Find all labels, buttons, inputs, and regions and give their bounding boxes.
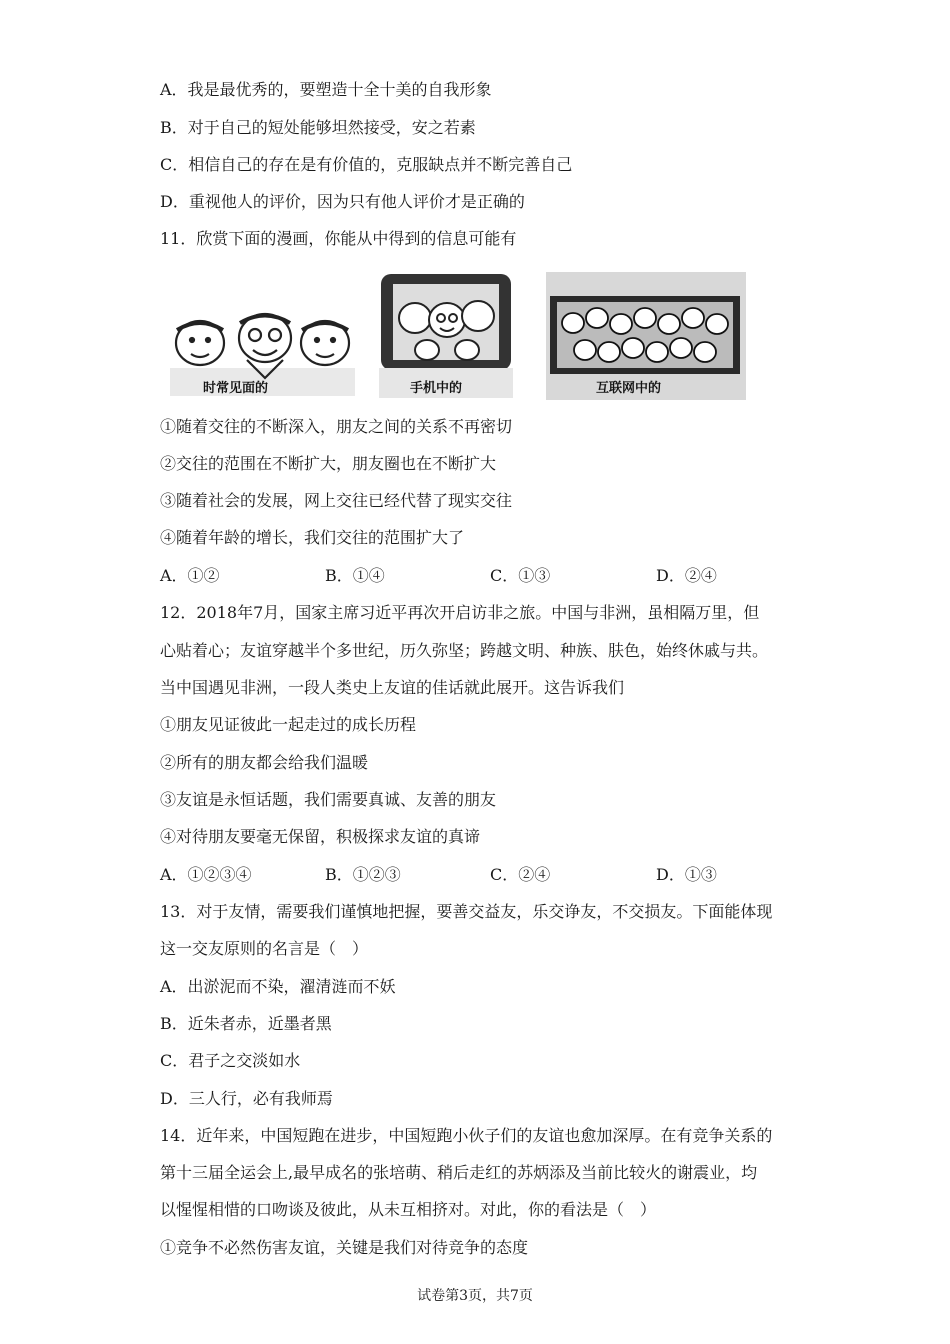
q14-stem-line-1: 14．近年来，中国短跑在进步，中国短跑小伙子们的友谊也愈加深厚。在有竞争关系的: [160, 1126, 773, 1145]
caption-1: 时常见面的: [203, 381, 269, 396]
q12-stem-line-1: 12．2018年7月，国家主席习近平再次开启访非之旅。中国与非洲，虽相隔万里，但: [160, 603, 760, 622]
q13-option-d[interactable]: D．三人行，必有我师焉: [160, 1089, 333, 1108]
panel-face-to-face: [170, 314, 355, 396]
q11-statement-1: ①随着交往的不断深入，朋友之间的关系不再密切: [160, 417, 513, 436]
q13-option-a[interactable]: A．出淤泥而不染，濯清涟而不妖: [160, 977, 396, 996]
q12-statement-2: ②所有的朋友都会给我们温暖: [160, 753, 369, 772]
q11-choice-b[interactable]: B．①④: [325, 566, 385, 585]
q12-choice-d[interactable]: D．①③: [656, 865, 717, 884]
cartoon-illustration: [165, 268, 750, 400]
q12-stem-line-3: 当中国遇见非洲，一段人类史上友谊的佳话就此展开。这告诉我们: [160, 678, 625, 697]
q11-statement-3: ③随着社会的发展，网上交往已经代替了现实交往: [160, 491, 513, 510]
q12-stem-line-2: 心贴着心；友谊穿越半个多世纪，历久弥坚；跨越文明、种族、肤色，始终休戚与共。: [160, 641, 769, 660]
q14-stem-line-2: 第十三届全运会上,最早成名的张培萌、稍后走红的苏炳添及当前比较火的谢震业，均: [160, 1163, 758, 1182]
q11-choice-d[interactable]: D．②④: [656, 566, 717, 585]
panel-internet: [546, 272, 746, 400]
q10-option-d: D．重视他人的评价，因为只有他人评价才是正确的: [160, 192, 525, 211]
q12-choice-a[interactable]: A．①②③④: [160, 865, 252, 884]
q12-choice-c[interactable]: C．②④: [490, 865, 551, 884]
caption-2: 手机中的: [410, 381, 463, 396]
q11-stem: 11．欣赏下面的漫画，你能从中得到的信息可能有: [160, 229, 517, 248]
q12-statement-3: ③友谊是永恒话题，我们需要真诚、友善的朋友: [160, 790, 497, 809]
q10-option-b: B．对于自己的短处能够坦然接受，安之若素: [160, 118, 476, 137]
q11-statement-2: ②交往的范围在不断扩大，朋友圈也在不断扩大: [160, 454, 497, 473]
q13-option-c[interactable]: C．君子之交淡如水: [160, 1051, 301, 1070]
q10-option-a: A．我是最优秀的，要塑造十全十美的自我形象: [160, 80, 492, 99]
q11-choice-c[interactable]: C．①③: [490, 566, 551, 585]
q11-choice-a[interactable]: A．①②: [160, 566, 220, 585]
q14-statement-1: ①竞争不必然伤害友谊，关键是我们对待竞争的态度: [160, 1238, 529, 1257]
q10-option-c: C．相信自己的存在是有价值的，克服缺点并不断完善自己: [160, 155, 573, 174]
q13-option-b[interactable]: B．近朱者赤，近墨者黑: [160, 1014, 332, 1033]
q12-statement-4: ④对待朋友要毫无保留，积极探求友谊的真谛: [160, 827, 481, 846]
q13-stem-line-1: 13．对于友情，需要我们谨慎地把握，要善交益友，乐交诤友，不交损友。下面能体现: [160, 902, 773, 921]
panel-phone: [379, 274, 513, 398]
q11-cartoon-figure: [165, 268, 750, 400]
caption-3: 互联网中的: [596, 381, 662, 396]
q11-statement-4: ④随着年龄的增长，我们交往的范围扩大了: [160, 528, 465, 547]
page-footer: 试卷第3页，共7页: [417, 1288, 533, 1304]
q12-statement-1: ①朋友见证彼此一起走过的成长历程: [160, 715, 417, 734]
q12-choice-b[interactable]: B．①②③: [325, 865, 401, 884]
q14-stem-line-3: 以惺惺相惜的口吻谈及彼此，从未互相挤对。对此，你的看法是（ ）: [160, 1200, 657, 1219]
q13-stem-line-2: 这一交友原则的名言是（ ）: [160, 939, 369, 958]
